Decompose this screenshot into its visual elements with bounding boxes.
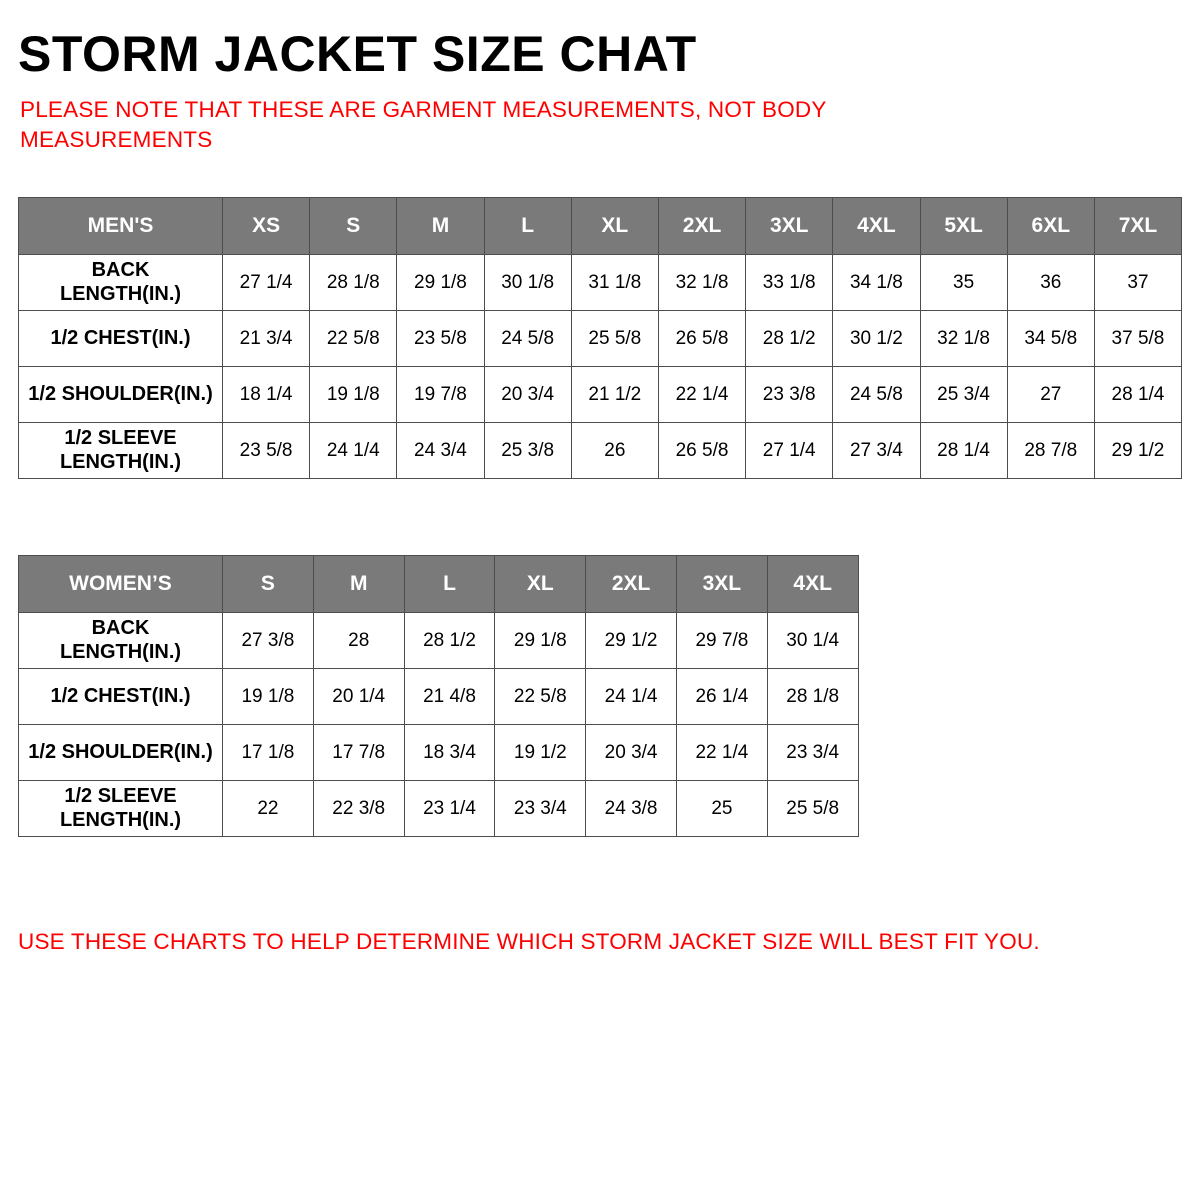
mens-table-body — [19, 255, 1182, 479]
mens-size-header-m: M — [397, 198, 484, 255]
womens-measurement-value: 30 1/4 — [767, 613, 858, 669]
mens-measurement-value: 23 3/8 — [746, 367, 833, 423]
mens-measurement-value: 34 1/8 — [833, 255, 920, 311]
mens-measurement-label — [19, 367, 223, 423]
womens-measurement-value: 23 3/4 — [767, 725, 858, 781]
mens-measurement-value: 28 1/8 — [310, 255, 397, 311]
womens-measurement-value: 24 3/8 — [586, 781, 677, 837]
mens-measurement-value: 29 1/2 — [1094, 423, 1181, 479]
womens-measurement-value: 17 1/8 — [223, 725, 314, 781]
mens-measurement-value: 29 1/8 — [397, 255, 484, 311]
mens-size-table-section — [18, 197, 1182, 479]
womens-measurement-value: 20 1/4 — [313, 669, 404, 725]
measurement-label-line: LENGTH(IN.) — [59, 450, 182, 473]
mens-measurement-value: 27 1/4 — [746, 423, 833, 479]
mens-size-header-4xl: 4XL — [833, 198, 920, 255]
womens-measurement-value: 28 1/8 — [767, 669, 858, 725]
womens-measurement-value: 29 1/2 — [586, 613, 677, 669]
womens-size-header-2xl: 2XL — [586, 556, 677, 613]
womens-measurement-value: 22 1/4 — [676, 725, 767, 781]
mens-size-header-6xl: 6XL — [1007, 198, 1094, 255]
womens-size-header-xl: XL — [495, 556, 586, 613]
womens-measurement-value: 19 1/2 — [495, 725, 586, 781]
measurement-label-line: 1/2 SHOULDER(IN.) — [28, 382, 213, 405]
measurement-label-line: BACK — [91, 617, 150, 640]
mens-measurement-value: 25 3/8 — [484, 423, 571, 479]
mens-measurement-value: 25 3/4 — [920, 367, 1007, 423]
womens-measurement-value: 17 7/8 — [313, 725, 404, 781]
mens-measurement-value: 32 1/8 — [658, 255, 745, 311]
measurement-label-line: 1/2 SLEEVE — [64, 427, 177, 450]
womens-measurement-label — [19, 669, 223, 725]
mens-measurement-value: 27 1/4 — [223, 255, 310, 311]
womens-measurement-value: 21 4/8 — [404, 669, 495, 725]
womens-measurement-value: 24 1/4 — [586, 669, 677, 725]
womens-table-body — [19, 613, 859, 837]
mens-table-corner-label: MEN'S — [19, 198, 223, 255]
womens-measurement-value: 20 3/4 — [586, 725, 677, 781]
womens-size-table-section — [18, 555, 1182, 837]
measurement-label-line: 1/2 CHEST(IN.) — [50, 684, 191, 707]
mens-size-header-s: S — [310, 198, 397, 255]
mens-measurement-value: 22 1/4 — [658, 367, 745, 423]
mens-size-header-7xl: 7XL — [1094, 198, 1181, 255]
measurement-label-line: 1/2 SLEEVE — [64, 785, 177, 808]
womens-measurement-label — [19, 781, 223, 837]
mens-size-header-l: L — [484, 198, 571, 255]
table-row — [19, 725, 859, 781]
page-title: STORM JACKET SIZE CHAT — [18, 26, 697, 82]
mens-measurement-value: 36 — [1007, 255, 1094, 311]
mens-size-header-xl: XL — [571, 198, 658, 255]
mens-measurement-value: 24 5/8 — [484, 311, 571, 367]
womens-size-header-m: M — [313, 556, 404, 613]
womens-measurement-value: 27 3/8 — [223, 613, 314, 669]
mens-measurement-label — [19, 255, 223, 311]
mens-measurement-value: 27 — [1007, 367, 1094, 423]
measurement-label-line: BACK — [91, 259, 150, 282]
womens-measurement-value: 22 — [223, 781, 314, 837]
mens-measurement-value: 30 1/2 — [833, 311, 920, 367]
womens-measurement-value: 28 — [313, 613, 404, 669]
mens-measurement-value: 21 3/4 — [223, 311, 310, 367]
mens-measurement-value: 28 1/4 — [920, 423, 1007, 479]
mens-measurement-value: 20 3/4 — [484, 367, 571, 423]
womens-measurement-value: 18 3/4 — [404, 725, 495, 781]
mens-measurement-value: 35 — [920, 255, 1007, 311]
table-row — [19, 367, 1182, 423]
mens-measurement-value: 31 1/8 — [571, 255, 658, 311]
measurement-label-line: LENGTH(IN.) — [59, 640, 182, 663]
table-row — [19, 613, 859, 669]
womens-size-header-l: L — [404, 556, 495, 613]
measurement-label-line: 1/2 CHEST(IN.) — [50, 326, 191, 349]
womens-measurement-value: 28 1/2 — [404, 613, 495, 669]
womens-size-header-4xl: 4XL — [767, 556, 858, 613]
womens-measurement-value: 22 3/8 — [313, 781, 404, 837]
mens-measurement-value: 25 5/8 — [571, 311, 658, 367]
womens-size-header-3xl: 3XL — [676, 556, 767, 613]
womens-table-header — [19, 556, 859, 613]
mens-measurement-value: 34 5/8 — [1007, 311, 1094, 367]
mens-measurement-value: 22 5/8 — [310, 311, 397, 367]
mens-size-header-2xl: 2XL — [658, 198, 745, 255]
womens-measurement-value: 26 1/4 — [676, 669, 767, 725]
measurement-label-line: 1/2 SHOULDER(IN.) — [28, 740, 213, 763]
mens-table-header — [19, 198, 1182, 255]
womens-size-header-s: S — [223, 556, 314, 613]
mens-size-header-5xl: 5XL — [920, 198, 1007, 255]
womens-measurement-value: 19 1/8 — [223, 669, 314, 725]
mens-measurement-value: 32 1/8 — [920, 311, 1007, 367]
mens-measurement-value: 26 — [571, 423, 658, 479]
mens-measurement-value: 28 1/2 — [746, 311, 833, 367]
womens-measurement-value: 23 1/4 — [404, 781, 495, 837]
table-row — [19, 781, 859, 837]
measurement-label-line: LENGTH(IN.) — [59, 808, 182, 831]
womens-measurement-value: 25 5/8 — [767, 781, 858, 837]
bottom-note: USE THESE CHARTS TO HELP DETERMINE WHICH STORM JACKET SIZE WILL BEST FIT YOU. — [18, 929, 1040, 955]
womens-measurement-label — [19, 725, 223, 781]
mens-measurement-value: 37 — [1094, 255, 1181, 311]
mens-measurement-value: 27 3/4 — [833, 423, 920, 479]
womens-measurement-value: 29 7/8 — [676, 613, 767, 669]
table-row — [19, 255, 1182, 311]
mens-measurement-value: 24 5/8 — [833, 367, 920, 423]
mens-size-table — [18, 197, 1182, 479]
table-row — [19, 311, 1182, 367]
mens-measurement-label — [19, 311, 223, 367]
mens-measurement-value: 21 1/2 — [571, 367, 658, 423]
mens-measurement-value: 30 1/8 — [484, 255, 571, 311]
mens-measurement-value: 37 5/8 — [1094, 311, 1181, 367]
measurement-label-line: LENGTH(IN.) — [59, 282, 182, 305]
table-row — [19, 423, 1182, 479]
womens-measurement-value: 29 1/8 — [495, 613, 586, 669]
mens-measurement-value: 26 5/8 — [658, 423, 745, 479]
mens-measurement-value: 28 1/4 — [1094, 367, 1181, 423]
womens-measurement-label — [19, 613, 223, 669]
womens-size-table — [18, 555, 859, 837]
mens-measurement-value: 28 7/8 — [1007, 423, 1094, 479]
womens-measurement-value: 25 — [676, 781, 767, 837]
womens-measurement-value: 23 3/4 — [495, 781, 586, 837]
womens-table-corner-label: WOMEN’S — [19, 556, 223, 613]
mens-measurement-value: 19 7/8 — [397, 367, 484, 423]
mens-measurement-value: 23 5/8 — [223, 423, 310, 479]
top-note: PLEASE NOTE THAT THESE ARE GARMENT MEASUREMENTS, NOT BODY MEASUREMENTS — [20, 96, 827, 152]
mens-measurement-value: 24 1/4 — [310, 423, 397, 479]
table-header-row — [19, 198, 1182, 255]
mens-measurement-value: 26 5/8 — [658, 311, 745, 367]
mens-measurement-value: 23 5/8 — [397, 311, 484, 367]
womens-measurement-value: 22 5/8 — [495, 669, 586, 725]
mens-measurement-value: 24 3/4 — [397, 423, 484, 479]
table-header-row — [19, 556, 859, 613]
mens-size-header-3xl: 3XL — [746, 198, 833, 255]
mens-measurement-value: 18 1/4 — [223, 367, 310, 423]
mens-measurement-label — [19, 423, 223, 479]
mens-size-header-xs: XS — [223, 198, 310, 255]
mens-measurement-value: 19 1/8 — [310, 367, 397, 423]
table-row — [19, 669, 859, 725]
mens-measurement-value: 33 1/8 — [746, 255, 833, 311]
